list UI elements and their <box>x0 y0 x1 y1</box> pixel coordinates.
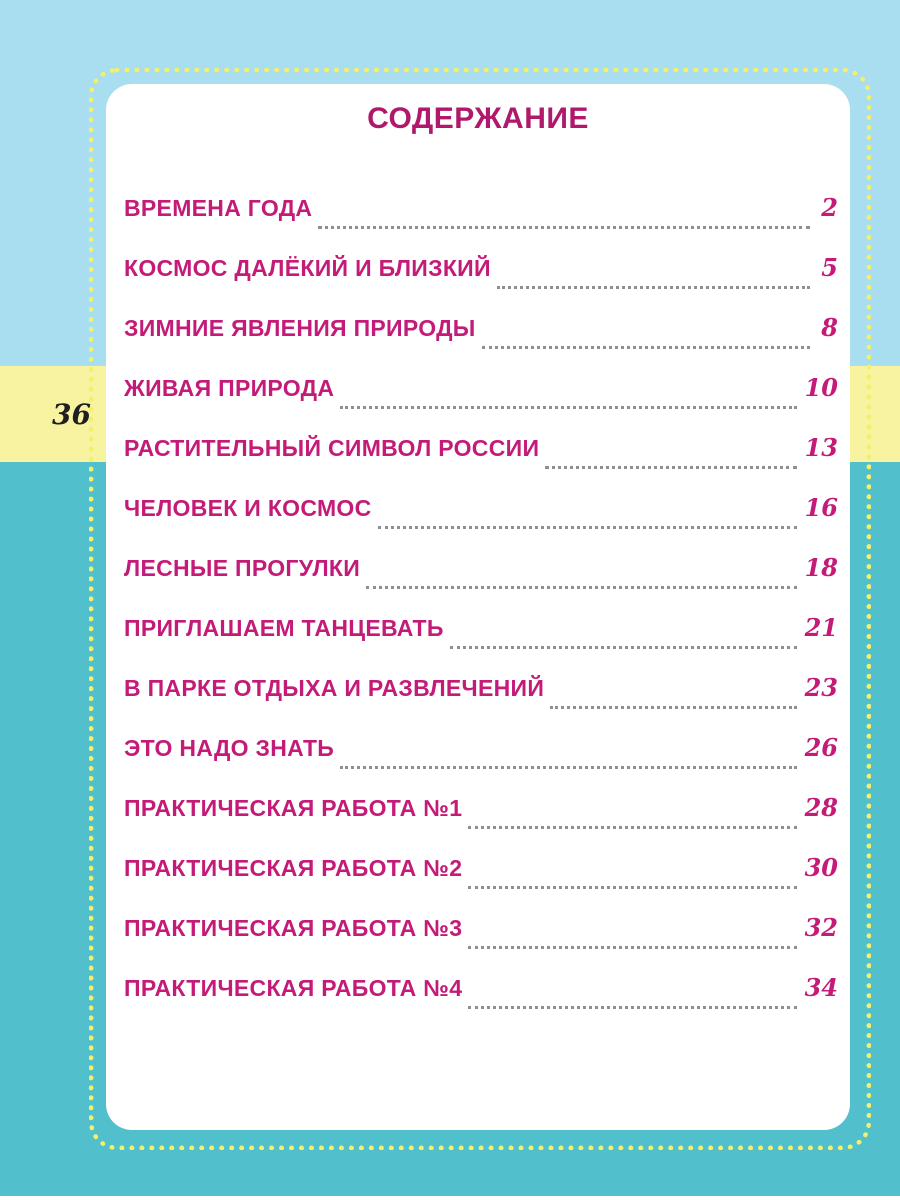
toc-entry-page: 28 <box>804 793 838 822</box>
toc-entry-page: 32 <box>804 913 838 942</box>
toc-entry-label: ЭТО НАДО ЗНАТЬ <box>124 735 335 761</box>
toc-entry-page: 5 <box>821 253 838 282</box>
toc-entry-page: 13 <box>804 433 838 462</box>
dot-leader <box>318 226 810 229</box>
toc-entry[interactable] <box>124 668 838 728</box>
toc-entry[interactable] <box>124 908 838 968</box>
toc-entry[interactable] <box>124 248 838 308</box>
dot-leader <box>468 826 796 829</box>
toc-entry[interactable] <box>124 728 838 788</box>
page-edge <box>0 1196 900 1200</box>
toc-list <box>124 188 838 1028</box>
toc-entry-label: ВРЕМЕНА ГОДА <box>124 195 313 221</box>
toc-entry[interactable] <box>124 788 838 848</box>
dot-leader <box>468 1006 796 1009</box>
dot-leader <box>468 946 796 949</box>
toc-entry-page: 10 <box>804 373 838 402</box>
toc-entry-label: ПРИГЛАШАЕМ ТАНЦЕВАТЬ <box>124 615 444 641</box>
toc-entry-label: ПРАКТИЧЕСКАЯ РАБОТА №3 <box>124 915 463 941</box>
toc-entry-label: ПРАКТИЧЕСКАЯ РАБОТА №4 <box>124 975 463 1001</box>
toc-entry[interactable] <box>124 548 838 608</box>
toc-entry-label: ПРАКТИЧЕСКАЯ РАБОТА №1 <box>124 795 463 821</box>
page-number: 36 <box>52 398 91 431</box>
dot-leader <box>340 766 796 769</box>
toc-entry[interactable] <box>124 608 838 668</box>
toc-entry[interactable] <box>124 968 838 1028</box>
dot-leader <box>378 526 797 529</box>
dot-leader <box>366 586 797 589</box>
dot-leader <box>497 286 810 289</box>
toc-entry-page: 21 <box>804 613 838 642</box>
toc-entry-page: 2 <box>821 193 838 222</box>
toc-entry-page: 8 <box>821 313 838 342</box>
toc-entry-label: ЗИМНИЕ ЯВЛЕНИЯ ПРИРОДЫ <box>124 315 476 341</box>
toc-entry-page: 16 <box>804 493 838 522</box>
toc-entry-page: 18 <box>804 553 838 582</box>
toc-entry-label: ЛЕСНЫЕ ПРОГУЛКИ <box>124 555 361 581</box>
toc-entry-page: 34 <box>804 973 838 1002</box>
toc-entry-page: 26 <box>804 733 838 762</box>
toc-entry-label: ЧЕЛОВЕК И КОСМОС <box>124 495 372 521</box>
toc-entry-label: ЖИВАЯ ПРИРОДА <box>124 375 335 401</box>
toc-entry-label: В ПАРКЕ ОТДЫХА И РАЗВЛЕЧЕНИЙ <box>124 675 545 701</box>
toc-entry[interactable] <box>124 368 838 428</box>
dot-leader <box>450 646 797 649</box>
toc-entry[interactable] <box>124 488 838 548</box>
dot-leader <box>468 886 796 889</box>
dot-leader <box>545 466 796 469</box>
toc-entry-page: 30 <box>804 853 838 882</box>
dot-leader <box>550 706 796 709</box>
table-of-contents-card <box>106 84 850 1130</box>
toc-entry[interactable] <box>124 848 838 908</box>
toc-entry-label: РАСТИТЕЛЬНЫЙ СИМВОЛ РОССИИ <box>124 435 540 461</box>
toc-entry-page: 23 <box>804 673 838 702</box>
dot-leader <box>340 406 796 409</box>
toc-entry[interactable] <box>124 308 838 368</box>
toc-entry[interactable] <box>124 188 838 248</box>
page-title: СОДЕРЖАНИЕ <box>367 102 589 135</box>
dot-leader <box>482 346 810 349</box>
toc-entry[interactable] <box>124 428 838 488</box>
toc-entry-label: ПРАКТИЧЕСКАЯ РАБОТА №2 <box>124 855 463 881</box>
toc-entry-label: КОСМОС ДАЛЁКИЙ И БЛИЗКИЙ <box>124 255 491 281</box>
